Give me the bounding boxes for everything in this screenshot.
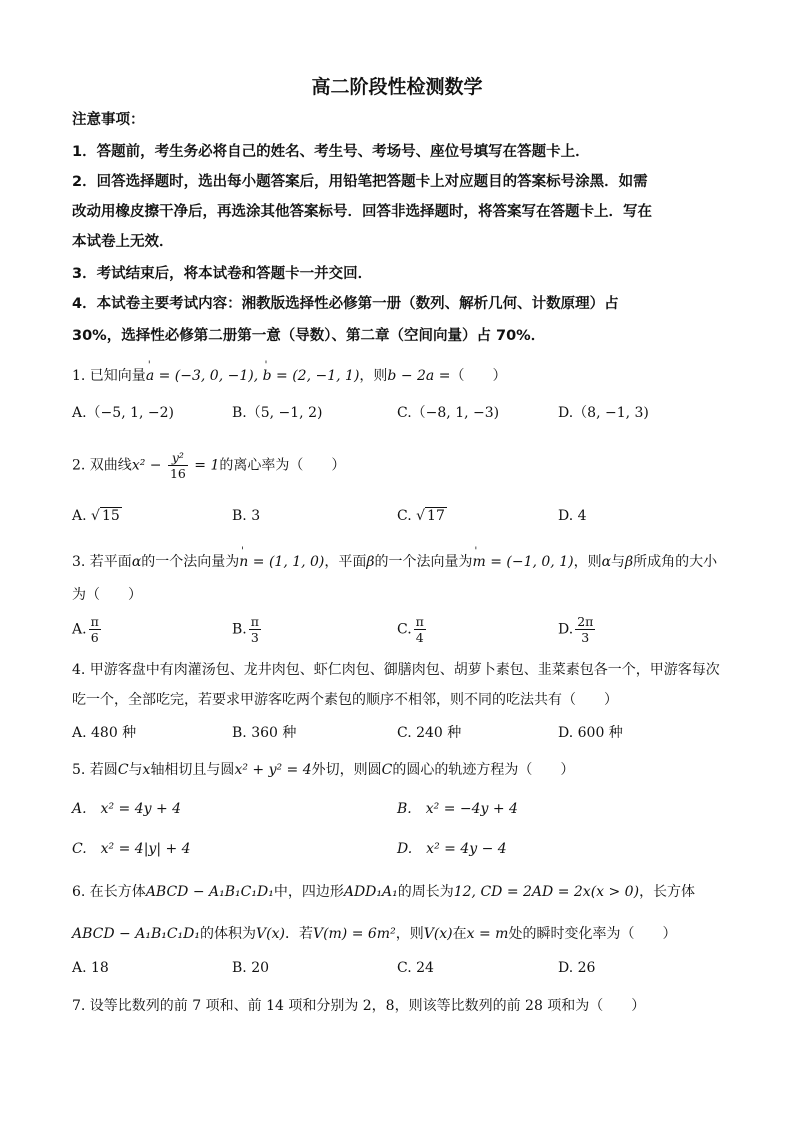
q2-option-a[interactable]: A. √ 15 <box>72 508 120 524</box>
q4-option-b[interactable]: B. 360 种 <box>232 725 297 741</box>
q2-option-b[interactable]: B. 3 <box>232 508 261 524</box>
question-3-cont: 为（ ） <box>72 587 142 603</box>
q3-option-c[interactable]: C. $\frac{\pi}{4}$ <box>397 614 424 645</box>
question-6: 6. 在长方体ABCD − A₁B₁C₁D₁中，四边形ADD₁A₁的周长为12, CD = 2AD = 2x(x > 0)，长方体 <box>72 884 696 900</box>
q6-option-a[interactable]: A. 18 <box>72 960 109 976</box>
q6-option-d[interactable]: D. 26 <box>558 960 596 976</box>
question-3: 3. 若平面α的一个法向量为' n = (1, 1, 0)，平面β的一个法向量为' m = (−1, 0, 1)，则α与β所成角的大小 <box>72 550 732 574</box>
notice-item-1: 1．答题前，考生务必将自己的姓名、考生号、考场号、座位号填写在答题卡上． <box>72 144 590 160</box>
notice-item-2-end: 本试卷上无效． <box>72 234 174 250</box>
question-4-cont: 吃一个，全部吃完，若要求甲游客吃两个素包的顺序不相邻，则不同的吃法共有（ ） <box>72 692 618 708</box>
question-4-options <box>72 722 732 752</box>
question-2: 2. 双曲线x² − $\frac{\text{y²}}{16}$ = 1的离心率为（ ） <box>72 450 346 481</box>
q2-option-d[interactable]: D. 4 <box>558 508 587 524</box>
question-5: 5. 若圆C与x轴相切且与圆x² + y² = 4外切，则圆C的圆心的轨迹方程为（ ） <box>72 762 575 778</box>
notice-heading: 注意事项： <box>72 112 145 128</box>
question-5-options-row2 <box>72 838 732 868</box>
q5-option-c[interactable]: C. x² = 4|y| + 4 <box>72 841 191 857</box>
q4-option-d[interactable]: D. 600 种 <box>558 725 623 741</box>
q3-option-a[interactable]: A. $\frac{\pi}{6}$ <box>72 614 99 645</box>
notice-item-3: 3．考试结束后，将本试卷和答题卡一并交回． <box>72 266 373 282</box>
question-7: 7. 设等比数列的前 7 项和、前 14 项和分别为 2，8，则该等比数列的前 28 项和为（ ） <box>72 998 646 1014</box>
q3-option-b[interactable]: B. $\frac{\pi}{3}$ <box>232 614 259 645</box>
notice-item-4-cont: 30%，选择性必修第二册第一意（导数）、第二章（空间向量）占 70%． <box>72 328 546 344</box>
question-3-options <box>72 614 732 654</box>
q4-option-a[interactable]: A. 480 种 <box>72 725 137 741</box>
q4-option-c[interactable]: C. 240 种 <box>397 725 462 741</box>
page-title: 高二阶段性检测数学 <box>311 76 483 98</box>
q5-option-a[interactable]: A. x² = 4y + 4 <box>72 801 182 817</box>
question-6-cont: ABCD − A₁B₁C₁D₁的体积为V(x)．若V(m) = 6m²，则V(x)在x = m处的瞬时变化率为（ ） <box>72 926 677 942</box>
q1-option-d[interactable]: D.（8, −1, 3) <box>558 405 649 421</box>
question-1-options <box>72 402 732 432</box>
notice-item-2-cont: 改动用橡皮擦干净后，再选涂其他答案标号．回答非选择题时，将答案写在答题卡上．写在 <box>72 204 652 220</box>
question-1: 1. 已知向量' a = (−3, 0, −1), ' b = (2, −1, 1)，则b − 2a =（ ） <box>72 364 732 388</box>
notice-item-4: 4．本试卷主要考试内容：湘教版选择性必修第一册（数列、解析几何、计数原理）占 <box>72 296 619 312</box>
question-4: 4. 甲游客盘中有肉灌汤包、龙井肉包、虾仁肉包、御膳肉包、胡萝卜素包、韭菜素包各一个，甲游客每次 <box>72 662 720 678</box>
q5-option-d[interactable]: D. x² = 4y − 4 <box>397 841 507 857</box>
q6-option-c[interactable]: C. 24 <box>397 960 434 976</box>
q5-option-b[interactable]: B. x² = −4y + 4 <box>397 801 518 817</box>
q2-fraction: $\frac{\text{y²}}{16}$ <box>169 450 186 481</box>
q1-option-b[interactable]: B.（5, −1, 2) <box>232 405 323 421</box>
notice-item-2: 2．回答选择题时，选出每小题答案后，用铅笔把答题卡上对应题目的答案标号涂黑．如需 <box>72 174 648 190</box>
q2-option-c[interactable]: C. √ 17 <box>397 508 445 524</box>
question-5-options-row1 <box>72 798 732 828</box>
q1-option-a[interactable]: A.（−5, 1, −2) <box>72 405 175 421</box>
question-2-options <box>72 508 732 538</box>
q1-option-c[interactable]: C.（−8, 1, −3) <box>397 405 500 421</box>
q6-option-b[interactable]: B. 20 <box>232 960 270 976</box>
q3-option-d[interactable]: D. $\frac{2\pi}{3}$ <box>558 614 594 645</box>
question-6-options <box>72 960 732 990</box>
